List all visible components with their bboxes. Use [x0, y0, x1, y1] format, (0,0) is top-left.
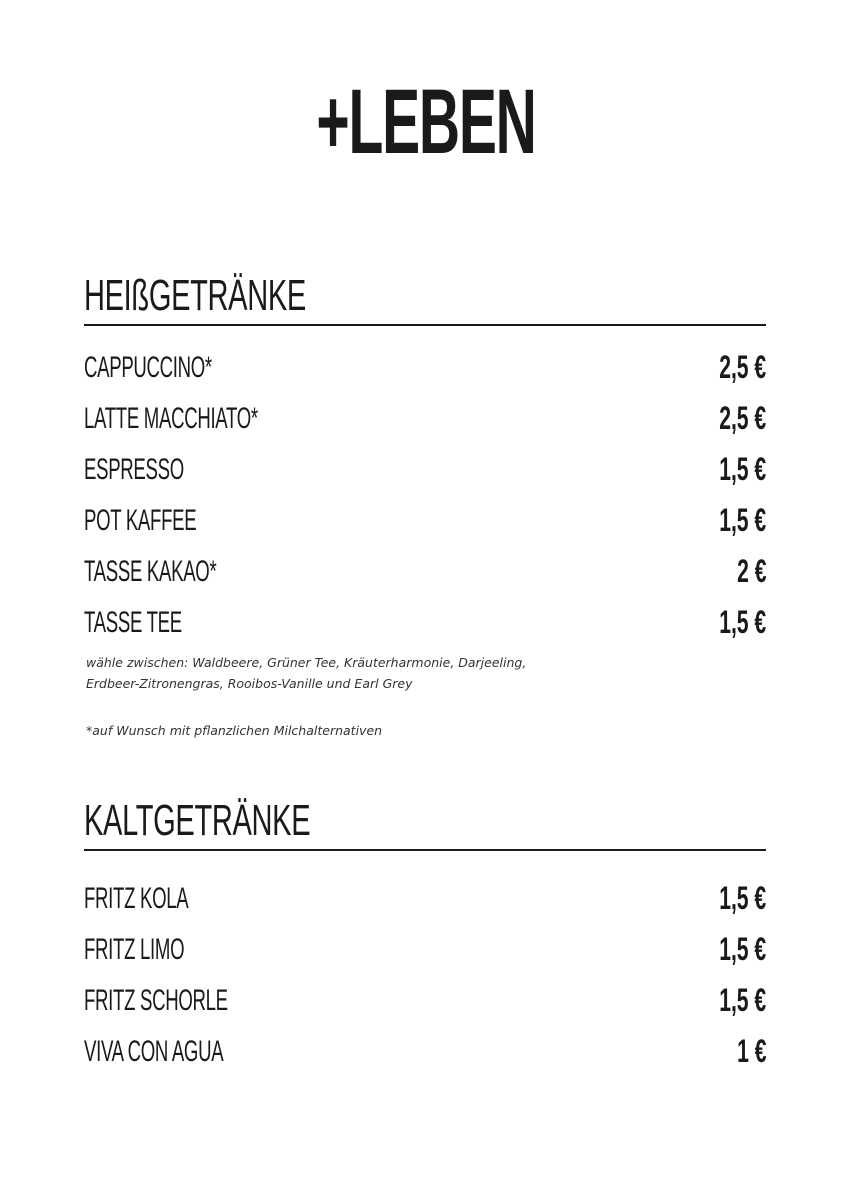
section-title-cold-drinks: KALTGETRÄNKE	[84, 796, 311, 845]
item-name: VIVA CON AGUA	[84, 1035, 224, 1068]
item-price: 1,5 €	[719, 982, 766, 1018]
tea-choices-note-line: Erdbeer-Zitronengras, Rooibos-Vanille und Earl Grey	[86, 676, 413, 691]
hot-drinks-section	[84, 270, 766, 741]
tea-choices-note-line: wähle zwischen: Waldbeere, Grüner Tee, Kräuterharmonie, Darjeeling,	[86, 655, 527, 670]
menu-item	[84, 393, 766, 444]
item-name: FRITZ SCHORLE	[84, 984, 228, 1017]
hot-drinks-list	[84, 342, 766, 648]
menu-item	[84, 495, 766, 546]
item-price: 2 €	[736, 553, 766, 589]
item-price: 1,5 €	[719, 451, 766, 487]
item-price: 1,5 €	[719, 502, 766, 538]
menu-item	[84, 546, 766, 597]
menu-item	[84, 1026, 766, 1077]
cold-drinks-list	[84, 873, 766, 1077]
cold-drinks-section	[84, 795, 766, 1077]
item-name: TASSE TEE	[84, 606, 182, 639]
section-divider	[84, 324, 766, 326]
item-price: 2,5 €	[719, 349, 766, 385]
item-name: CAPPUCCINO*	[84, 351, 212, 384]
item-price: 1 €	[736, 1033, 766, 1069]
item-name: LATTE MACCHIATO*	[84, 402, 258, 435]
item-price: 1,5 €	[719, 604, 766, 640]
menu-item	[84, 597, 766, 648]
item-name: FRITZ KOLA	[84, 882, 189, 915]
menu-item	[84, 873, 766, 924]
item-name: FRITZ LIMO	[84, 933, 185, 966]
section-title-hot-drinks: HEIßGETRÄNKE	[84, 271, 306, 320]
item-name: POT KAFFEE	[84, 504, 197, 537]
item-name: ESPRESSO	[84, 453, 184, 486]
brand-logo: +LEBEN	[316, 71, 536, 173]
tea-choices-note	[86, 652, 606, 694]
menu-item	[84, 342, 766, 393]
item-price: 1,5 €	[719, 880, 766, 916]
item-name: TASSE KAKAO*	[84, 555, 217, 588]
menu-item	[84, 975, 766, 1026]
plant-milk-note: *auf Wunsch mit pflanzlichen Milchalternativen	[86, 723, 383, 738]
menu-item	[84, 444, 766, 495]
item-price: 2,5 €	[719, 400, 766, 436]
menu-item	[84, 924, 766, 975]
section-divider	[84, 849, 766, 851]
item-price: 1,5 €	[719, 931, 766, 967]
